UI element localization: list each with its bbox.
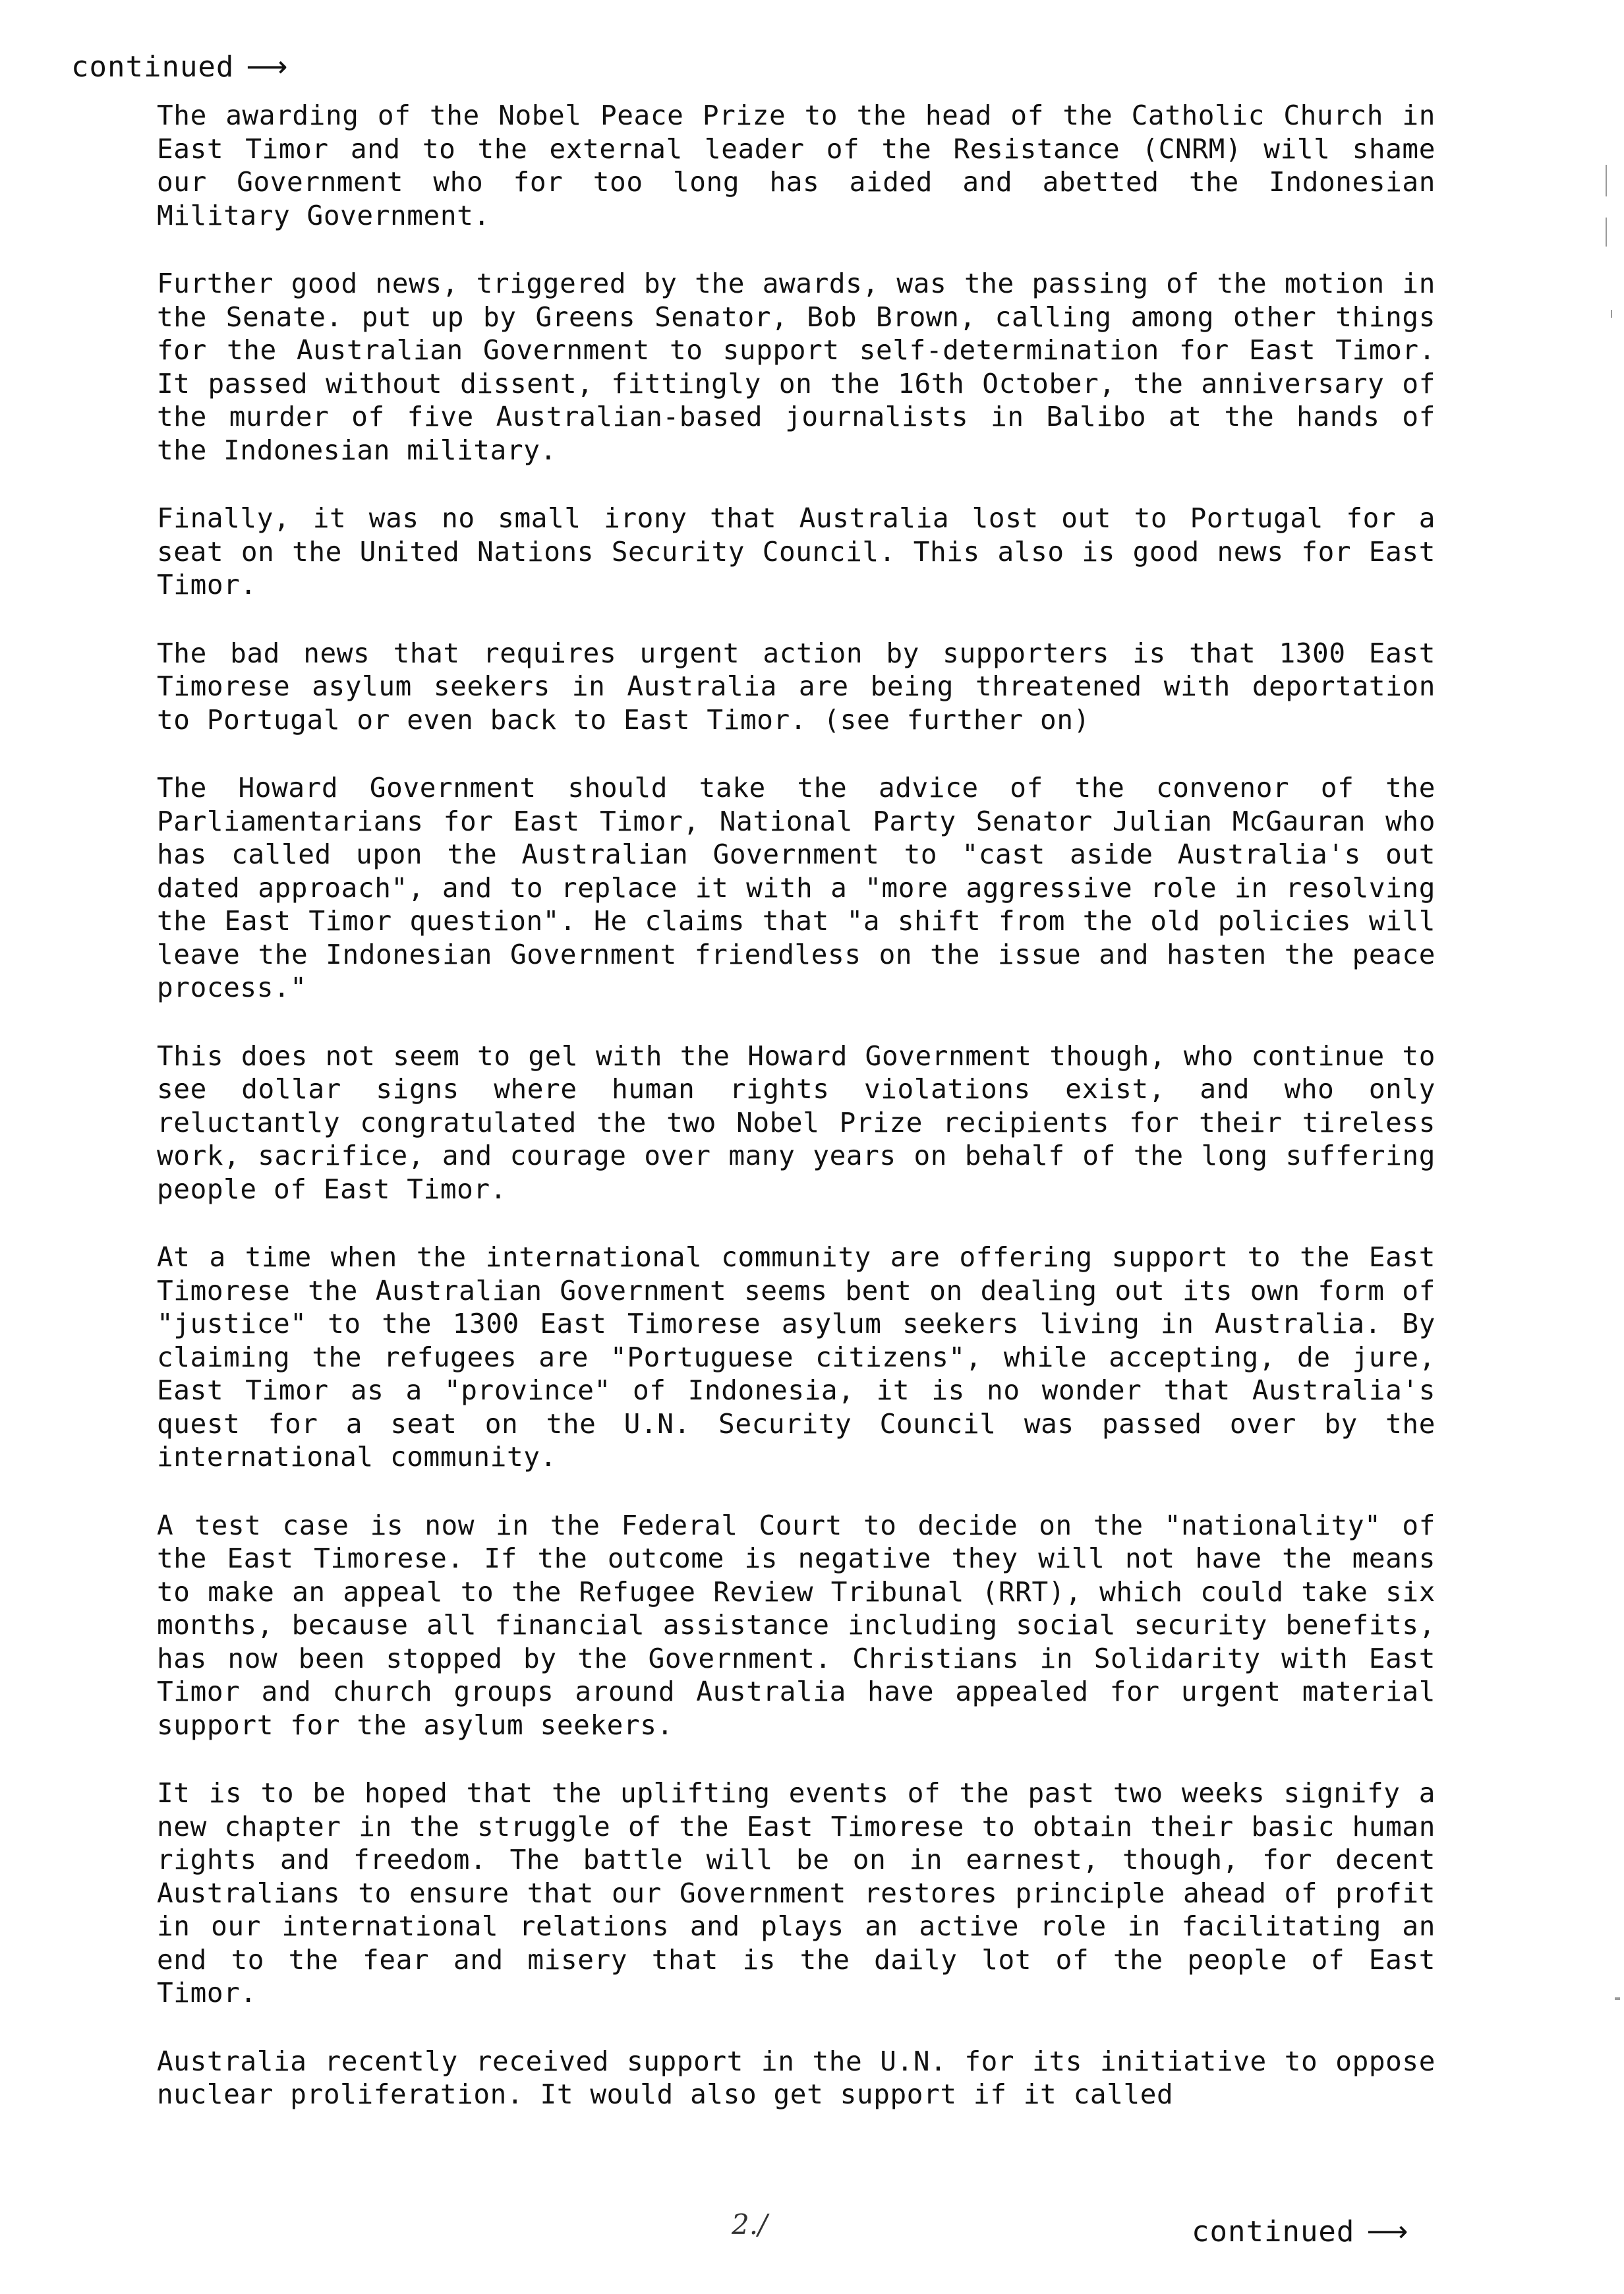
- paragraph-7: At a time when the international community are offering support to the East Timorese the Australian Government seems bent on dealing out its own form of "justice" to the 1300 East Timorese asylum seekers living in Australia. By claiming the refugees are "Portuguese citizens", while accepting, de jure, East Timor as a "province" of Indonesia, it is no wonder that Australia's quest for a seat on the U.N. Security Council was passed over by the international community.: [157, 1241, 1436, 1473]
- scan-margin-mark: [1606, 165, 1607, 196]
- paragraph-4: The bad news that requires urgent action by supporters is that 1300 East Timorese asylum seekers in Australia are being threatened with deportation to Portugal or even back to East Timor. (see further on): [157, 637, 1436, 736]
- continued-footer: [1192, 2214, 1409, 2250]
- paragraph-1: The awarding of the Nobel Peace Prize to the head of the Catholic Church in East Timor and to the external leader of the Resistance (CNRM) will shame our Government who for too long has aided and abetted the Indonesian Military Government.: [157, 100, 1436, 231]
- paragraph-9: It is to be hoped that the uplifting events of the past two weeks signify a new chapter in the struggle of the East Timorese to obtain their basic human rights and freedom. The battle will be on in earnest, though, for decent Australians to ensure that our Government restores principle ahead of profit in our international relations and plays an active role in facilitating an end to the fear and misery that is the daily lot of the people of East Timor.: [157, 1777, 1436, 2009]
- article-body: [157, 99, 1436, 2146]
- scan-margin-mark: [1606, 218, 1607, 247]
- paragraph-8: A test case is now in the Federal Court to decide on the "nationality" of the East Timorese. If the outcome is negative they will not have the means to make an appeal to the Refugee Review Tribunal (RRT), which could take six months, because all financial assistance including social security benefits, has now been stopped by the Government. Christians in Solidarity with East Timor and church groups around Australia have appealed for urgent material support for the asylum seekers.: [157, 1509, 1436, 1741]
- continued-header: [71, 49, 289, 86]
- paragraph-3: Finally, it was no small irony that Australia lost out to Portugal for a seat on the United Nations Security Council. This also is good news for East Timor.: [157, 502, 1436, 601]
- paragraph-6: This does not seem to gel with the Howard Government though, who continue to see dollar signs where human rights violations exist, and who only reluctantly congratulated the two Nobel Prize recipients for their tireless work, sacrifice, and courage over many years on behalf of the long suffering people of East Timor.: [157, 1040, 1436, 1205]
- paragraph-5: The Howard Government should take the advice of the convenor of the Parliamentarians for East Timor, National Party Senator Julian McGauran who has called upon the Australian Government to "cast aside Australia's out dated approach", and to replace it with a "more aggressive role in resolving the East Timor question". He claims that "a shift from the old policies will leave the Indonesian Government friendless on the issue and hasten the peace process.": [157, 772, 1436, 1003]
- right-arrow-icon: ⟶: [246, 50, 289, 84]
- paragraph-10: Australia recently received support in the U.N. for its initiative to oppose nuclear proliferation. It would also get support if it called: [157, 2045, 1436, 2110]
- continued-header-label: continued: [71, 50, 235, 84]
- paragraph-2: Further good news, triggered by the awards, was the passing of the motion in the Senate. put up by Greens Senator, Bob Brown, calling among other things for the Australian Government to support self-determination for East Timor. It passed without dissent, fittingly on the 16th October, the anniversary of the murder of five Australian-based journalists in Balibo at the hands of the Indonesian military.: [157, 268, 1436, 466]
- continued-footer-label: continued: [1192, 2215, 1355, 2249]
- right-arrow-icon: ⟶: [1366, 2215, 1409, 2249]
- scan-margin-mark: [1611, 310, 1612, 318]
- page-number: 2./: [732, 2208, 768, 2241]
- scan-margin-mark: [1615, 1997, 1620, 2000]
